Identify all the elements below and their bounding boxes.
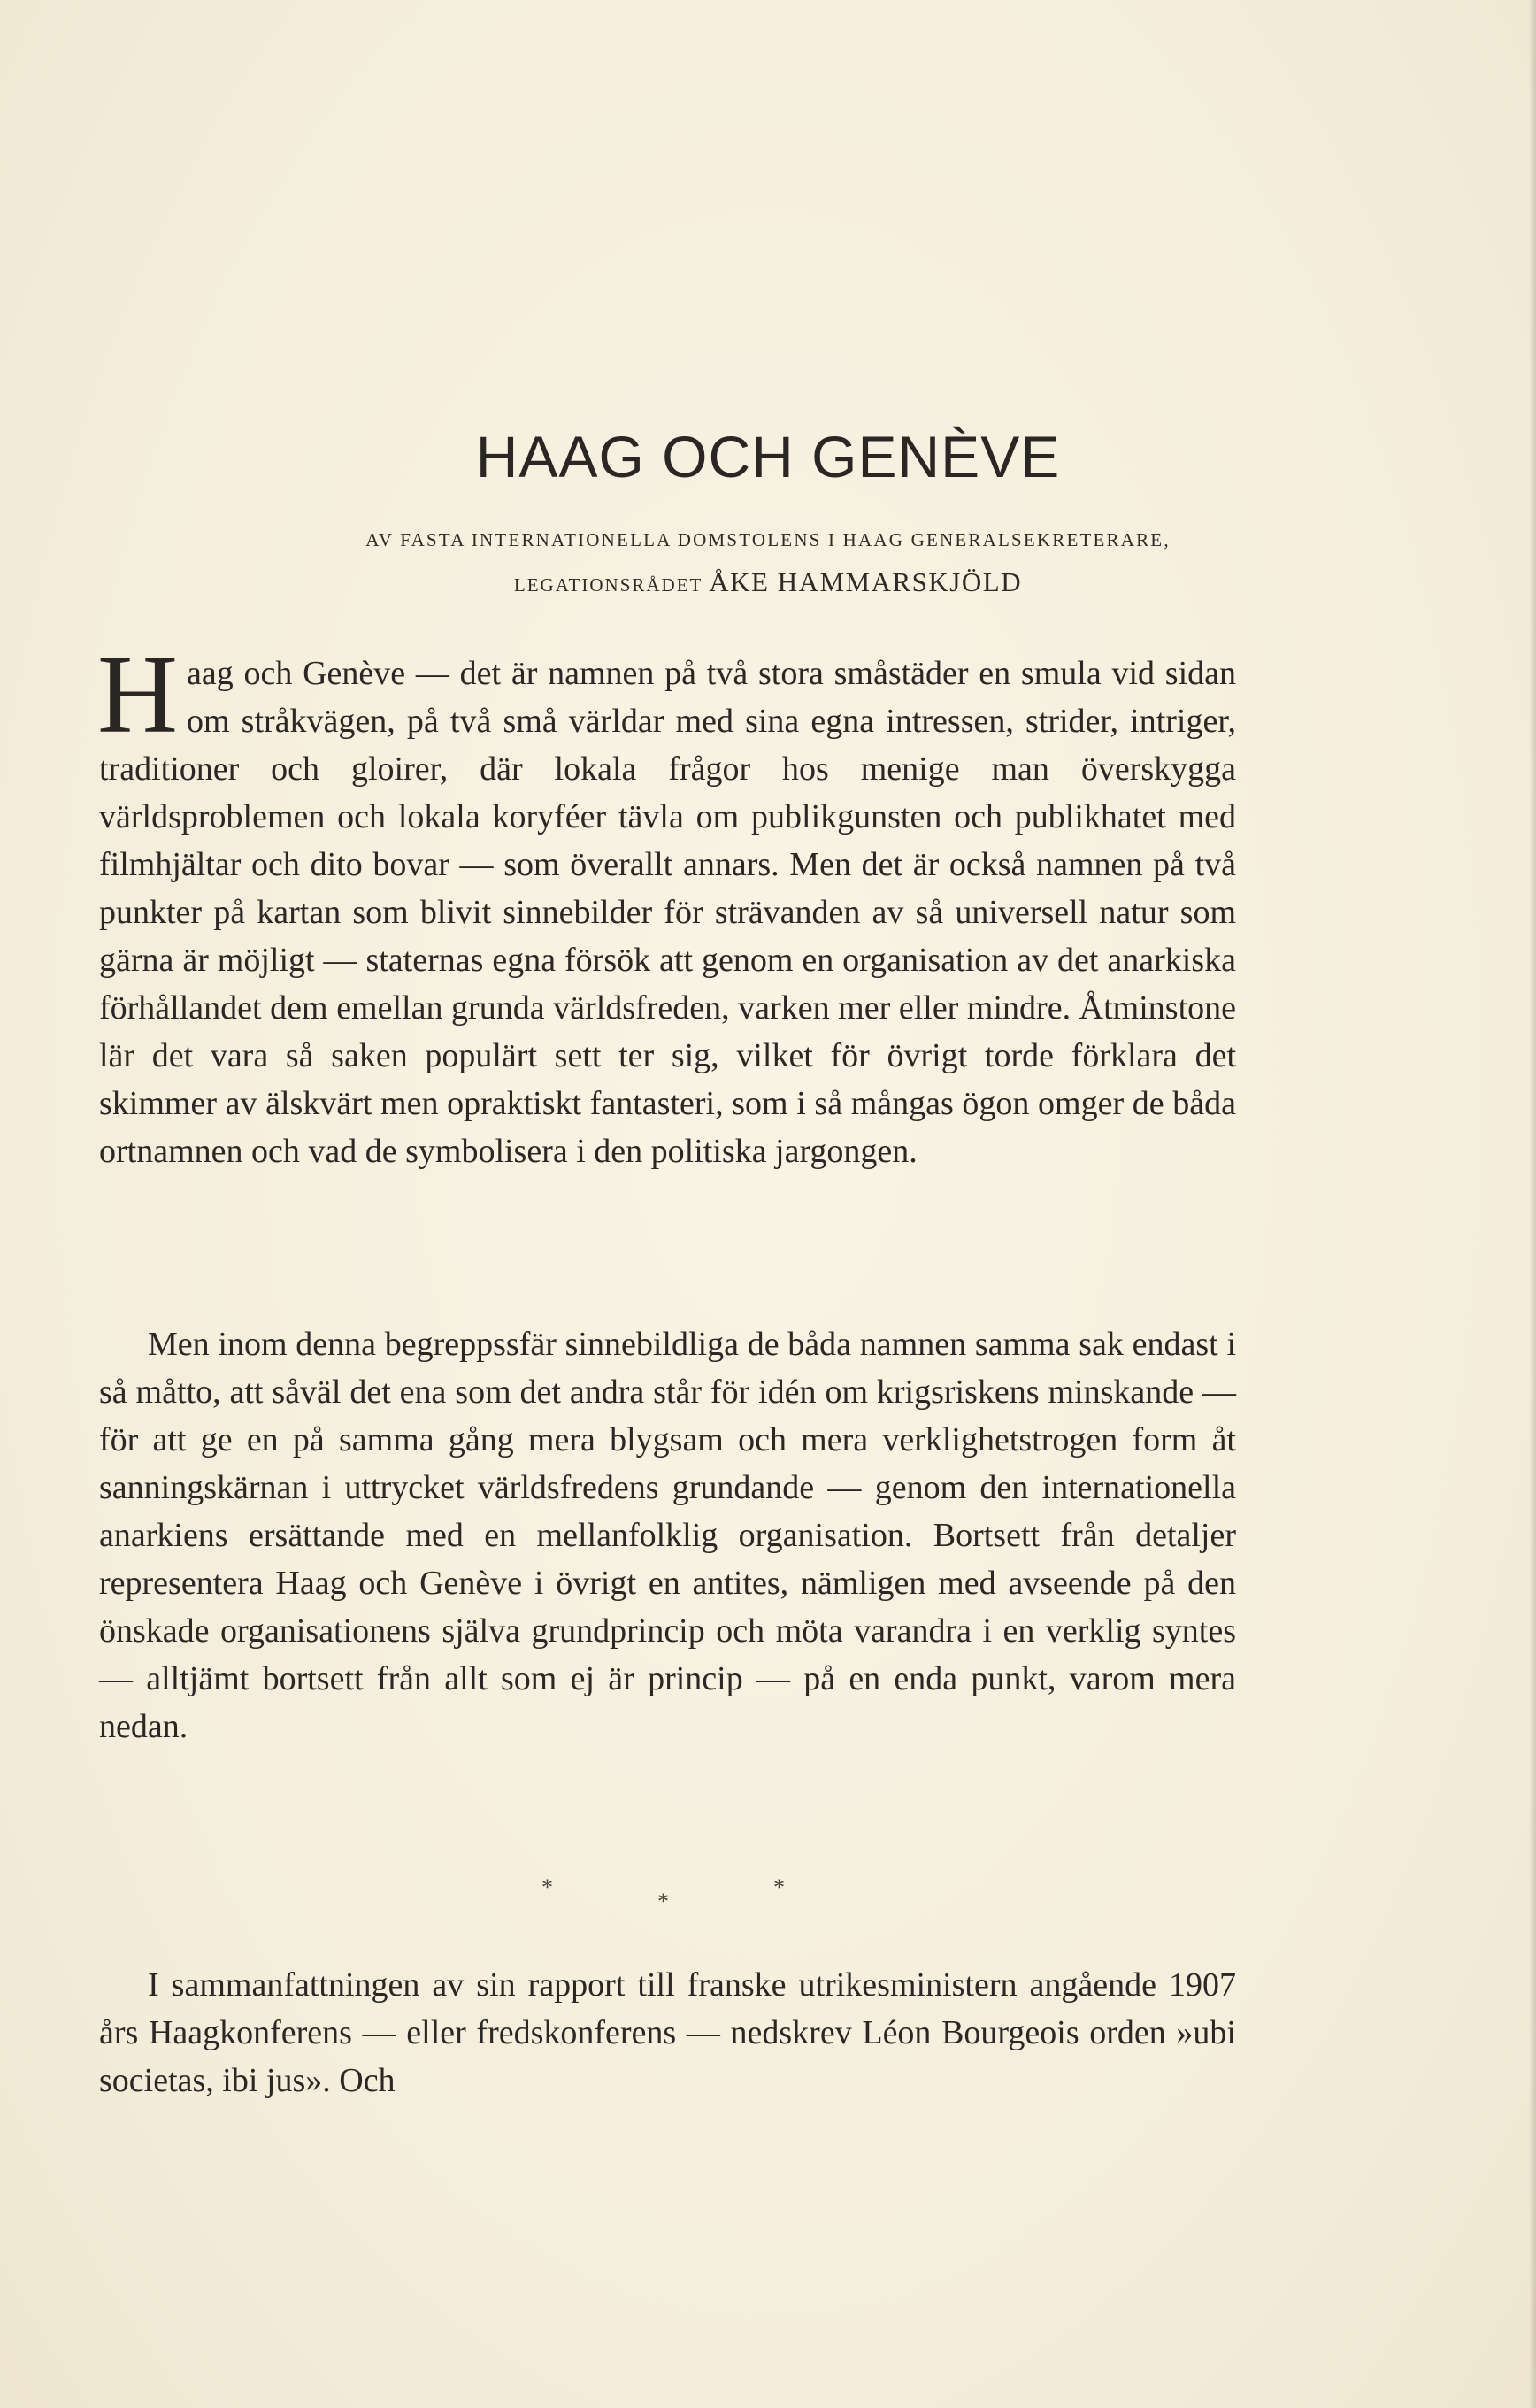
- paragraph-1: [97, 634, 1236, 1175]
- paragraph-3: I sammanfattningen av sin rapport till franske utrikesministern angående 1907 års Haagkonferens — eller fredskonferens — nedskrev Léon Bourgeois orden »ubi societas, ibi jus». Och: [99, 1966, 1236, 2099]
- section-separator: [0, 1874, 1536, 1914]
- byline-affiliation: AV FASTA INTERNATIONELLA DOMSTOLENS I HAAG GENERALSEKRETERARE,: [365, 529, 1171, 550]
- asterisk-right: *: [773, 1874, 785, 1900]
- byline-author-line: [0, 566, 1536, 598]
- page-edge-shadow: [1529, 0, 1536, 2408]
- paragraph-2: Men inom denna begreppssfär sinnebildliga de båda namnen samma sak endast i så måtto, att såväl det ena som det andra står för idén om krigsriskens minskande — för att ge en på samma gång mera blygsam och mera verklighetstrogen form åt sanningskärnan i uttrycket världsfredens grundande — genom den internationella anarkiens ersättande med en mellanfolklig organisation. Bortsett från detaljer representera Haag och Genève i övrigt en antites, nämligen med avseende på den önskade organisationens själva grundprincip och möta varandra i en verklig syntes — alltjämt bortsett från allt som ej är princip — på en enda punkt, varom mera nedan.: [99, 1326, 1236, 1745]
- byline-rank: LEGATIONSRÅDET: [513, 574, 703, 596]
- asterisk-middle: *: [657, 1889, 669, 1914]
- paragraph-1-text: aag och Genève — det är namnen på två stora småstäder en smula vid sidan om stråkvägen, på två små världar med sina egna intressen, strider, intriger, traditioner och gloirer, där lokala frågor hos menige man överskygga världsproblemen och lokala koryféer tävla om publikgunsten och publikhatet med filmhjältar och dito bovar — som överallt annars. Men det är också namnen på två punkter på kartan som blivit sinnebilder för strävanden av så universell natur som gärna är möjligt — staternas egna försök att genom en organisation av det anarkiska förhållandet dem emellan grunda världsfreden, varken mer eller mindre. Åtminstone lär det vara så saken populärt sett ter sig, vilket för övrigt torde förklara det skimmer av älskvärt men opraktiskt fantasteri, som i så mångas ögon omger de båda ortnamnen och vad de symbolisera i den politiska jargongen.: [99, 655, 1236, 1170]
- drop-cap: H: [97, 634, 178, 757]
- article-title: HAAG OCH GENÈVE: [475, 424, 1061, 489]
- author-name: ÅKE HAMMARSKJÖLD: [709, 566, 1023, 597]
- asterisk-left: *: [541, 1874, 553, 1900]
